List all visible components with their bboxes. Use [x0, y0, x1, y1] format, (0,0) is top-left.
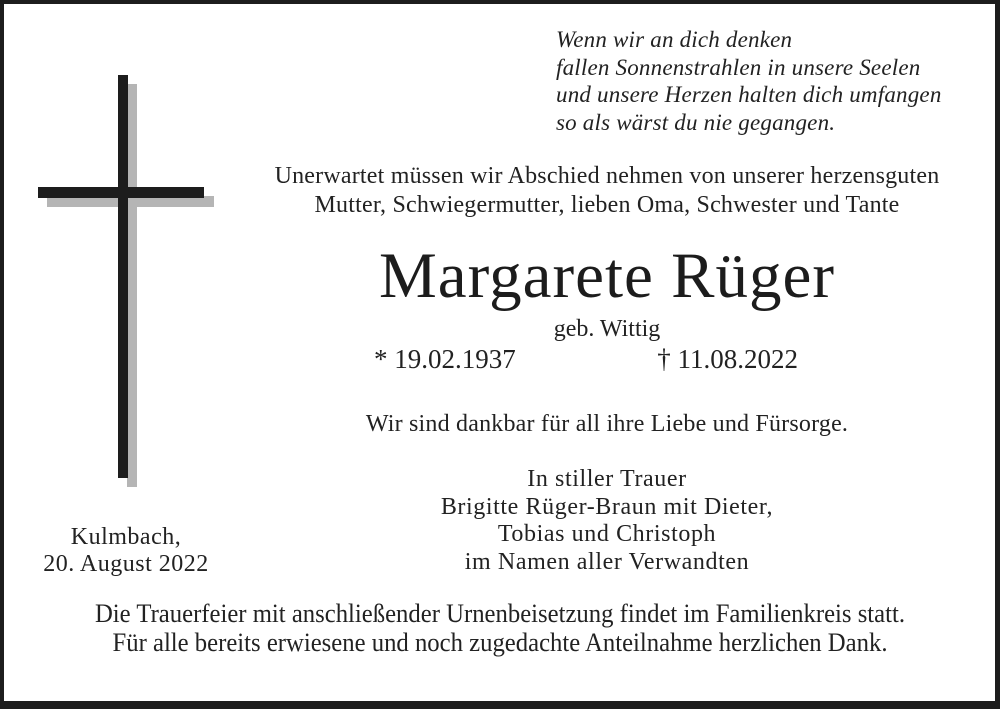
maiden-name: geb. Wittig	[553, 316, 661, 342]
poem-line: so als wärst du nie gegangen.	[556, 109, 836, 135]
mourners-line: Brigitte Rüger-Braun mit Dieter,	[440, 493, 774, 520]
intro-line-2: Mutter, Schwiegermutter, lieben Oma, Schwester und Tante	[314, 191, 900, 218]
mourners-line: Tobias und Christoph	[497, 521, 717, 547]
place-date-block	[15, 524, 237, 577]
place: Kulmbach,	[70, 524, 182, 550]
poem-line: Wenn wir an dich denken	[556, 27, 793, 52]
closing-line-2: Für alle bereits erwiesene und noch zugedachte Anteilnahme herzlichen Dank.	[112, 627, 888, 657]
intro-line-1: Unerwartet müssen wir Abschied nehmen von unserer herzensguten	[274, 163, 940, 189]
closing-line-1: Die Trauerfeier mit anschließender Urnenbeisetzung findet im Familienkreis statt.	[94, 599, 906, 628]
deceased-name: Margarete Rüger	[379, 240, 835, 312]
mourners-line: im Namen aller Verwandten	[464, 548, 750, 575]
memorial-poem	[556, 26, 942, 136]
poem-line: und unsere Herzen halten dich umfangen	[556, 82, 942, 107]
cross-horizontal	[38, 187, 204, 198]
gratitude-line: Wir sind dankbar für all ihre Liebe und Fürsorge.	[365, 411, 849, 437]
notice-date: 20. August 2022	[43, 550, 209, 577]
cross-shadow-vertical	[127, 84, 137, 487]
birth-date: * 19.02.1937	[374, 344, 516, 374]
poem-line: fallen Sonnenstrahlen in unsere Seelen	[556, 54, 921, 80]
closing-note	[25, 600, 975, 657]
cross-vertical	[118, 75, 128, 478]
death-date: † 11.08.2022	[657, 344, 798, 374]
mourners-block	[230, 466, 984, 576]
life-dates	[230, 344, 984, 374]
intro-text	[230, 162, 984, 219]
mourners-line: In stiller Trauer	[527, 466, 687, 492]
